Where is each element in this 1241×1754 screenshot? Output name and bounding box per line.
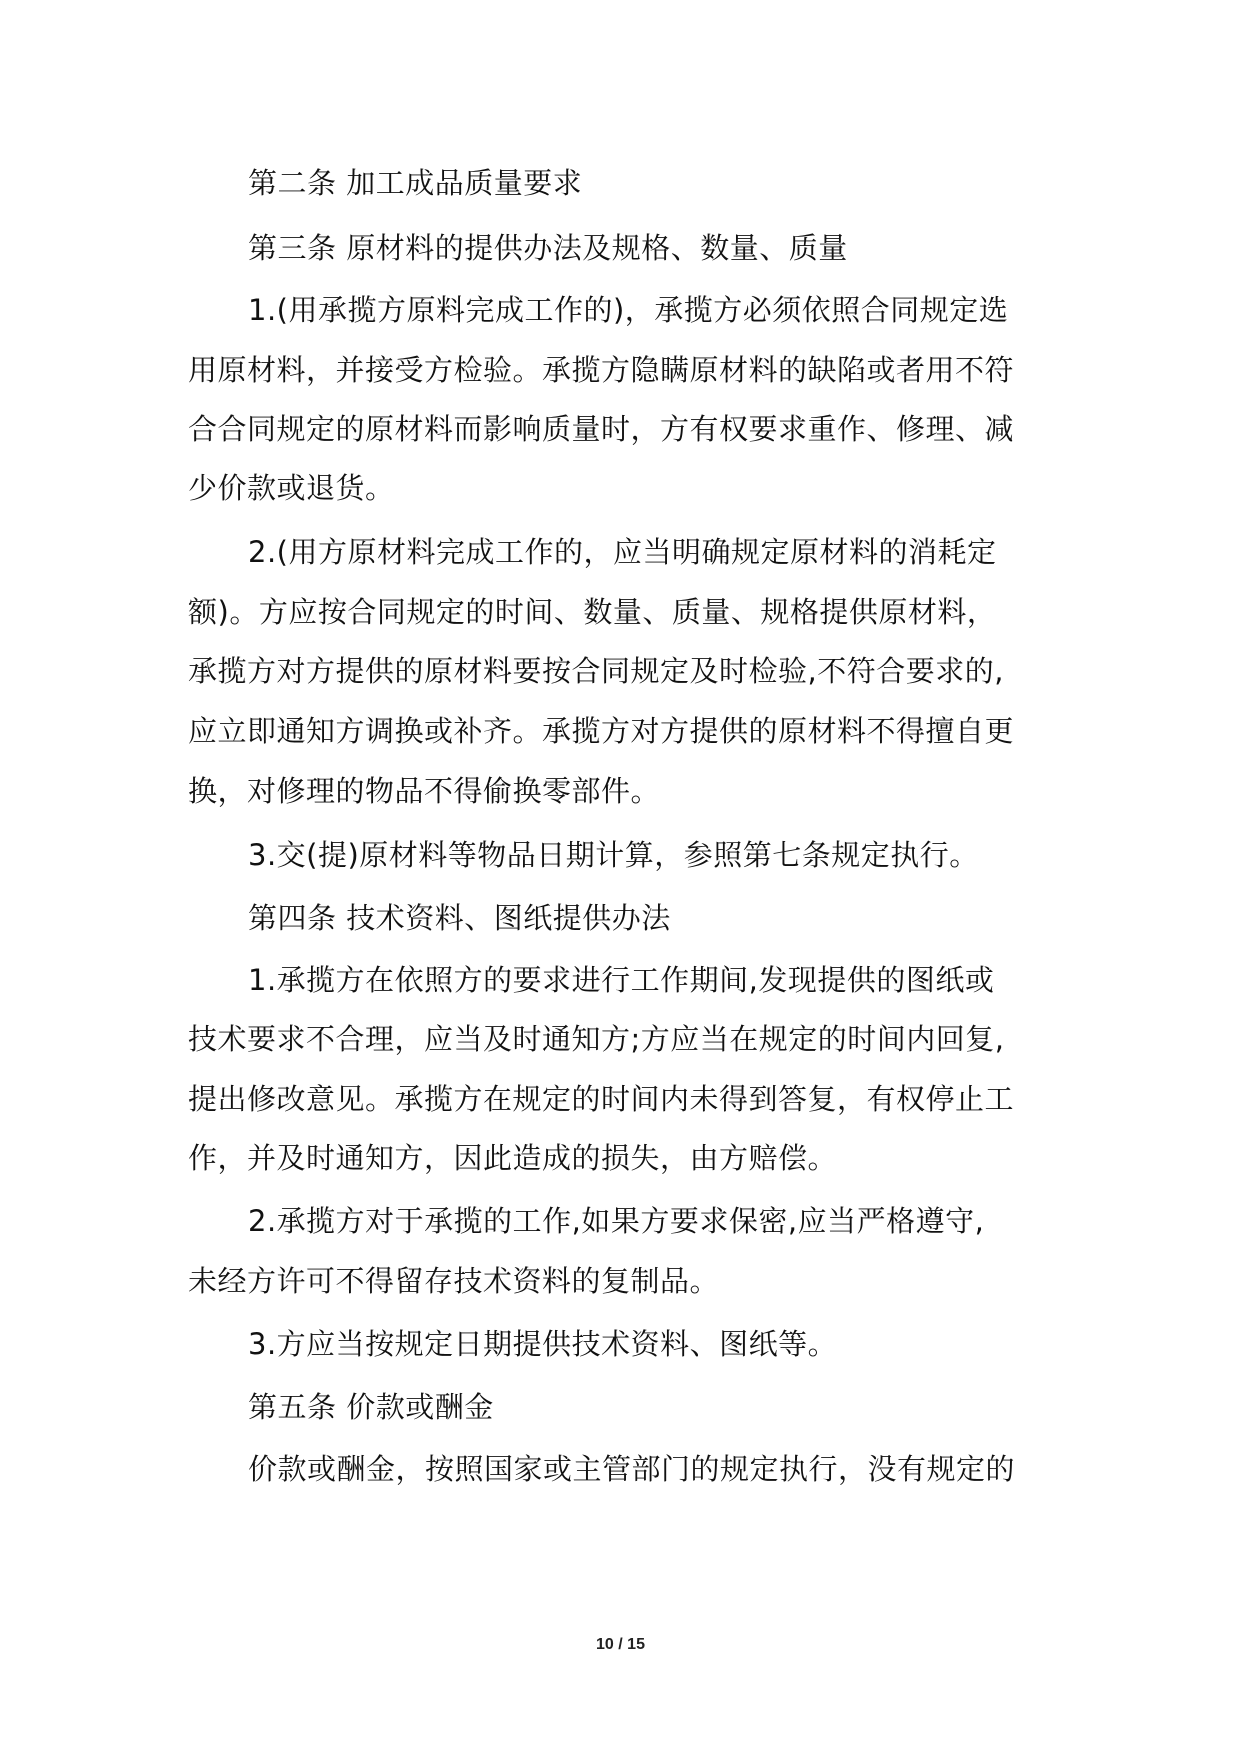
paragraph-line: 2.(用方原材料完成工作的，应当明确规定原材料的消耗定	[248, 535, 997, 569]
paragraph-line: 1.(用承揽方原料完成工作的)，承揽方必须依照合同规定选	[248, 293, 1009, 327]
paragraph-line: 应立即通知方调换或补齐。承揽方对方提供的原材料不得擅自更	[188, 714, 1015, 748]
paragraph-line: 提出修改意见。承揽方在规定的时间内未得到答复，有权停止工	[188, 1082, 1015, 1116]
article-4-heading: 第四条 技术资料、图纸提供办法	[248, 901, 671, 935]
paragraph-line: 承揽方对方提供的原材料要按合同规定及时检验,不符合要求的,	[188, 654, 1004, 688]
paragraph-line: 3.交(提)原材料等物品日期计算，参照第七条规定执行。	[248, 838, 979, 872]
paragraph-line: 2.承揽方对于承揽的工作,如果方要求保密,应当严格遵守,	[248, 1204, 985, 1238]
paragraph-line: 3.方应当按规定日期提供技术资料、图纸等。	[248, 1327, 838, 1361]
paragraph-line: 1.承揽方在依照方的要求进行工作期间,发现提供的图纸或	[248, 963, 995, 997]
paragraph-line: 换，对修理的物品不得偷换零部件。	[188, 774, 661, 808]
paragraph-line: 技术要求不合理，应当及时通知方;方应当在规定的时间内回复,	[188, 1022, 1005, 1056]
paragraph-line: 作，并及时通知方，因此造成的损失，由方赔偿。	[188, 1141, 838, 1175]
paragraph-line: 未经方许可不得留存技术资料的复制品。	[188, 1264, 720, 1298]
paragraph-line: 价款或酬金，按照国家或主管部门的规定执行，没有规定的	[248, 1452, 1016, 1486]
paragraph-line: 少价款或退货。	[188, 471, 395, 505]
article-3-heading: 第三条 原材料的提供办法及规格、数量、质量	[248, 231, 848, 265]
paragraph-line: 用原材料，并接受方检验。承揽方隐瞒原材料的缺陷或者用不符	[188, 353, 1015, 387]
page-number: 10 / 15	[596, 1636, 645, 1653]
article-2-heading: 第二条 加工成品质量要求	[248, 166, 583, 200]
article-5-heading: 第五条 价款或酬金	[248, 1390, 494, 1424]
paragraph-line: 额)。方应按合同规定的时间、数量、质量、规格提供原材料，	[188, 595, 997, 629]
paragraph-line: 合合同规定的原材料而影响质量时，方有权要求重作、修理、减	[188, 412, 1015, 446]
